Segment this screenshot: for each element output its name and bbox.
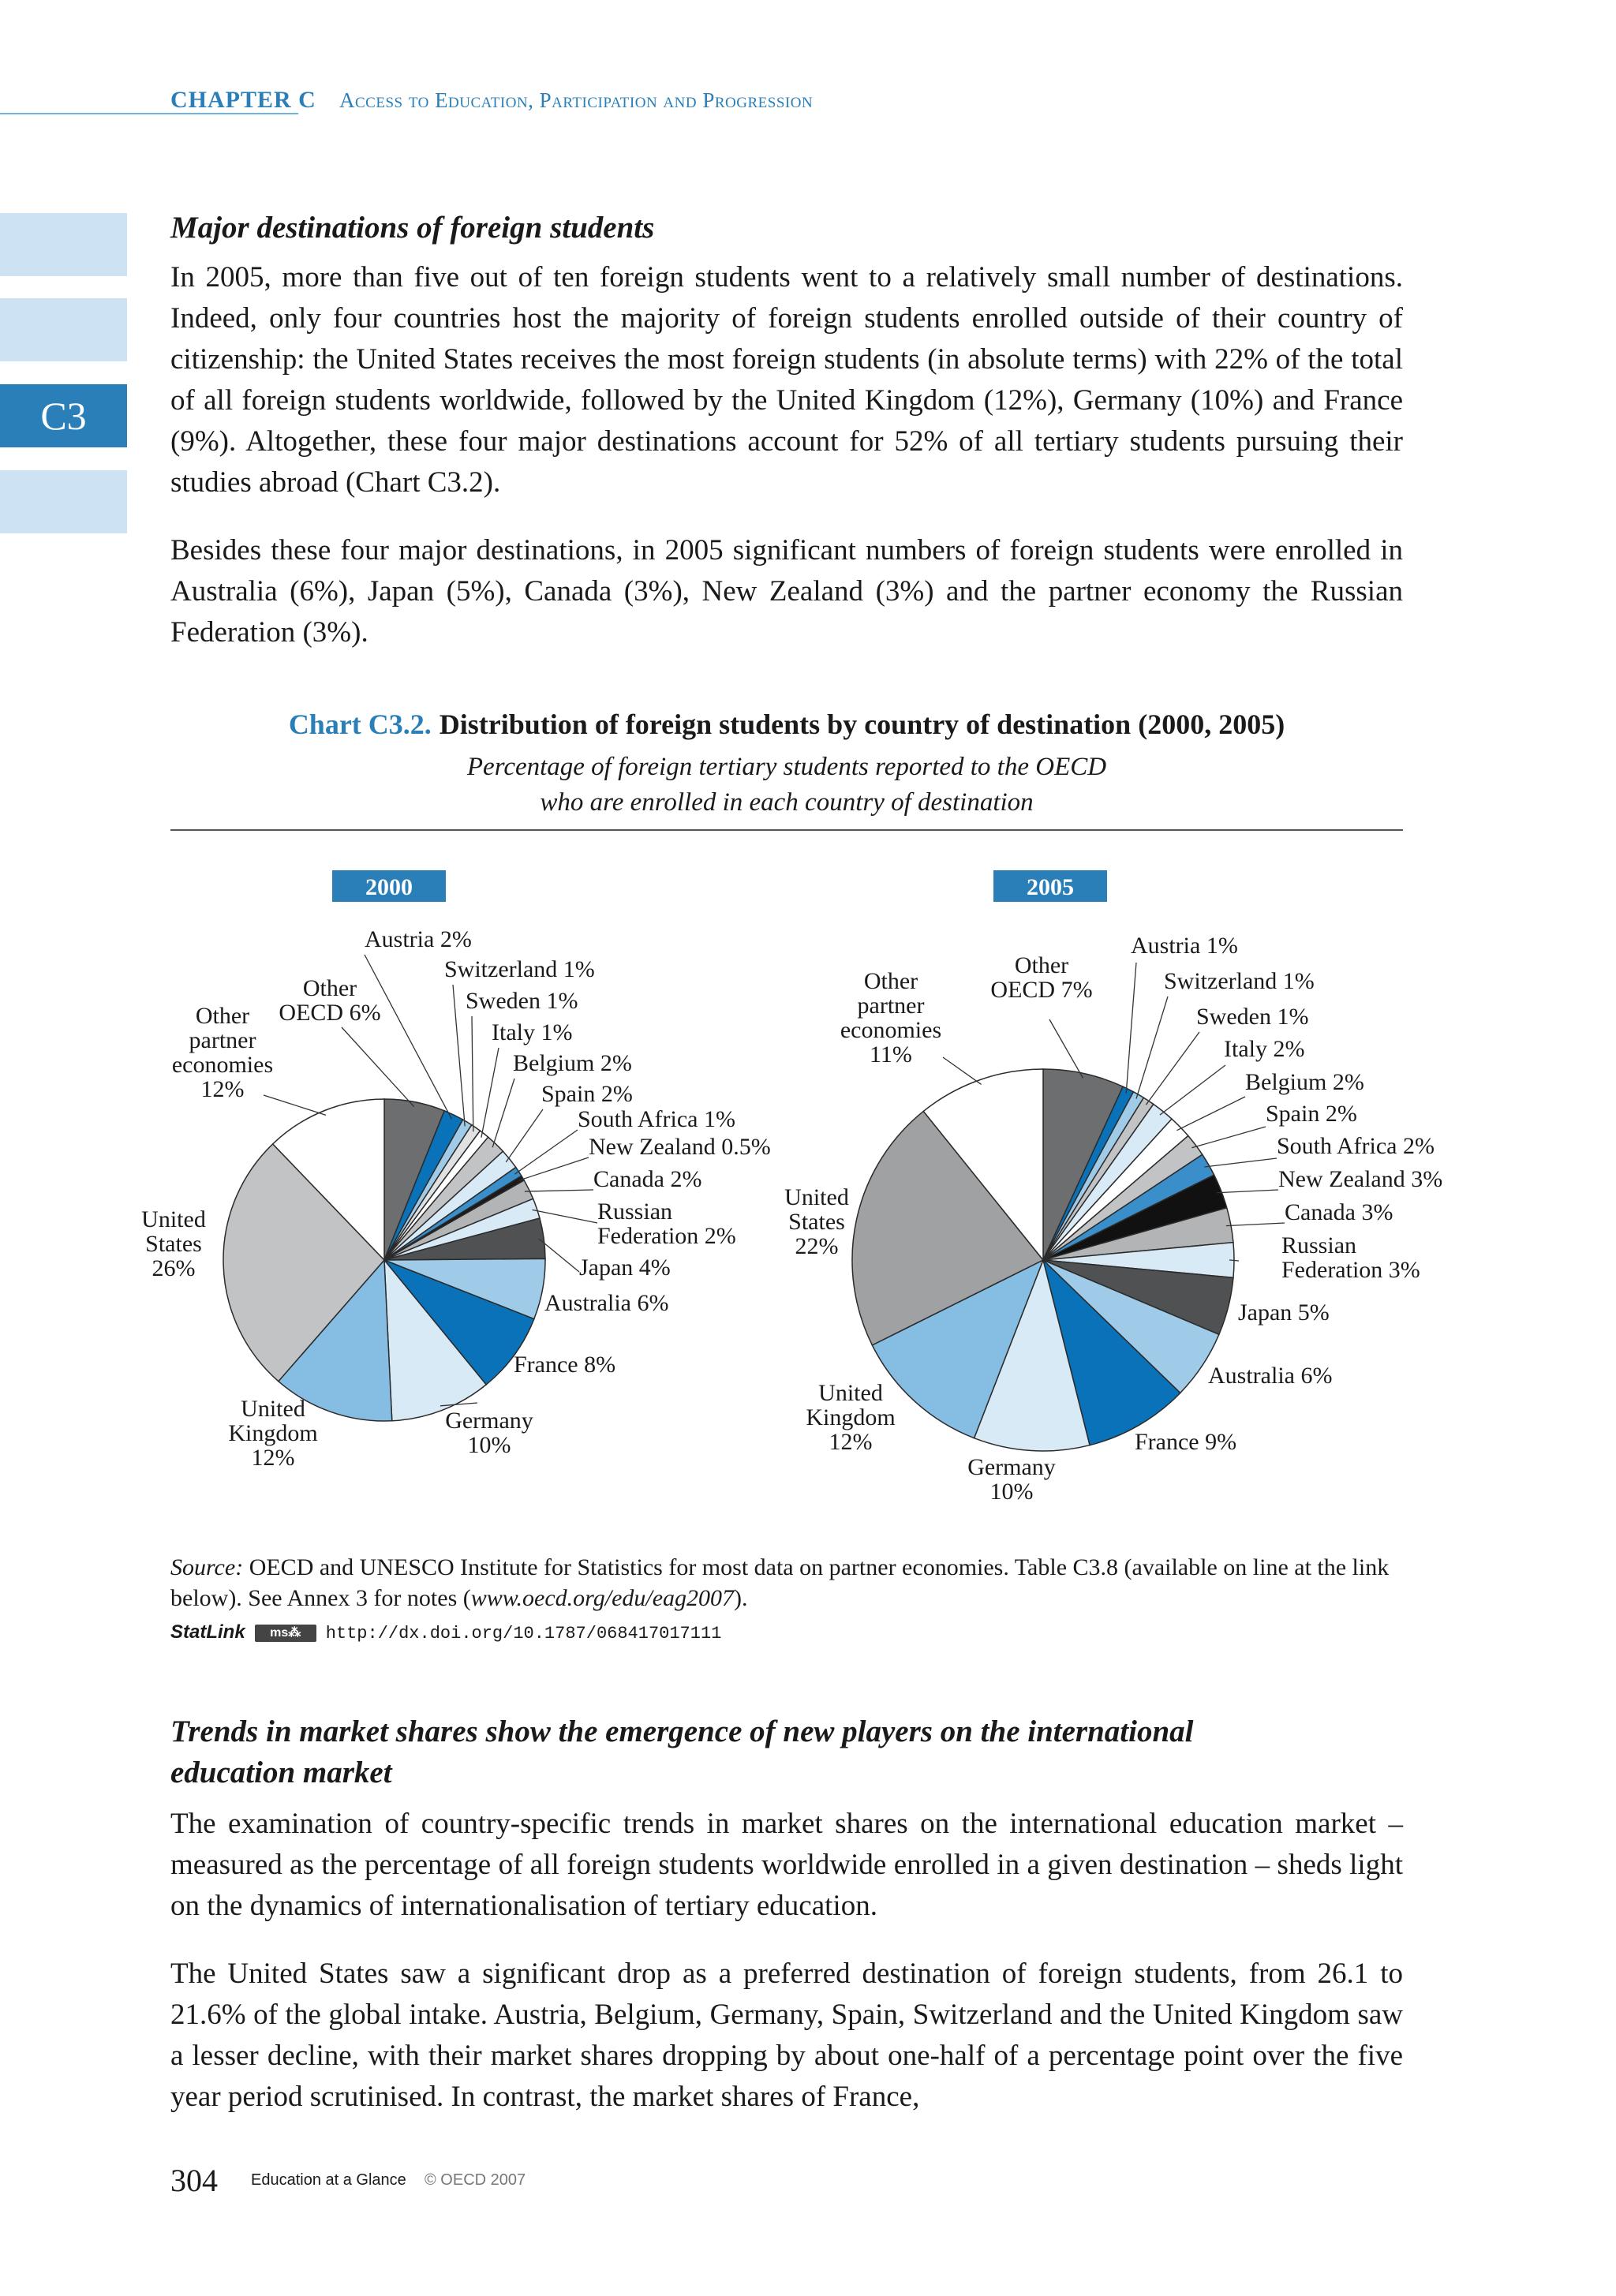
pie-2000-label-line: Belgium 2% [513, 1050, 632, 1076]
pie-2005-label-united-states [784, 1184, 849, 1259]
pie-2000-label-line: economies [171, 1052, 274, 1078]
pie-2000-label-line: Russian [597, 1198, 673, 1225]
statlink-row [170, 1621, 721, 1643]
pie-2000-label-line: South Africa 1% [578, 1106, 735, 1132]
pie-2005-label-new-zealand [1278, 1166, 1442, 1192]
pie-2005-label-line: Italy 2% [1224, 1036, 1305, 1062]
pie-2000-label-other-partner-economies [172, 1003, 273, 1102]
pie-2005-badge [993, 870, 1107, 902]
pie-2005-label-line: Belgium 2% [1245, 1069, 1364, 1095]
pie-2000-label-line: Other [302, 975, 357, 1001]
pie-2005-label-line: Other [1014, 952, 1069, 978]
pie-2000-label-line: Kingdom [228, 1420, 318, 1446]
pie-2000-label-line: United [141, 1206, 206, 1232]
pie-2000-label-line: Canada 2% [593, 1166, 702, 1192]
pie-2000-label-line: Federation 2% [597, 1223, 736, 1249]
pie-2005-label-line: United [784, 1184, 849, 1210]
pie-2005-label-sweden [1196, 1004, 1308, 1030]
pie-2005-label-canada [1285, 1199, 1393, 1225]
pie-2000-leader-italy [481, 1048, 499, 1138]
pie-2005-leader-spain [1191, 1127, 1266, 1148]
pie-2005-label-line: Switzerland 1% [1164, 968, 1315, 994]
pie-2005-label-line: OECD 7% [990, 977, 1093, 1003]
source-text: OECD and UNESCO Institute for Statistics for most data on partner economies. Table C3.8 (available on line at the link below). See Annex 3 for notes ( [170, 1554, 1390, 1611]
pie-2000-leader-other-partner-economies [264, 1095, 326, 1115]
pie-2000-label-belgium [513, 1050, 632, 1076]
pie-2000-label-russian-federation [597, 1198, 736, 1249]
footer-publication: Education at a Glance [251, 2171, 406, 2189]
pie-2005-leader-canada [1226, 1223, 1285, 1226]
statlink-logo-icon: ms⁂ [255, 1625, 316, 1642]
section-heading-trends-line1: Trends in market shares show the emergence of new players on the international [170, 1715, 1194, 1748]
pie-2000-label-line: 12% [200, 1076, 245, 1102]
pie-2005-label-line: partner [857, 993, 925, 1019]
pie-2000-label-united-states [141, 1206, 206, 1281]
pie-2005-label-line: Canada 3% [1285, 1199, 1393, 1225]
pie-2000-label-line: Australia 6% [544, 1290, 669, 1316]
pie-2000-label-japan [579, 1255, 671, 1281]
chart-subtitle-line2: who are enrolled in each country of destination [540, 788, 1034, 817]
pie-2000-year-label: 2000 [365, 874, 413, 900]
pie-2005-label-spain [1266, 1101, 1357, 1127]
statlink-brand: StatLink [170, 1621, 245, 1643]
pie-2000-label-line: States [145, 1231, 202, 1257]
pie-2000-label-germany [445, 1408, 533, 1458]
pie-2000-leader-switzerland [453, 985, 465, 1126]
pie-2000-leader-new-zealand [518, 1157, 589, 1180]
pie-2005-label-austria [1131, 933, 1238, 959]
pie-2005-label-line: Australia 6% [1208, 1363, 1333, 1389]
source-label: Source: [170, 1554, 244, 1580]
source-end: ). [734, 1585, 748, 1611]
pie-2005-label-line: Other [863, 968, 918, 994]
pie-2000-label-spain [541, 1081, 633, 1107]
pie-2000-badge [332, 870, 446, 902]
pie-2000-label-line: Japan 4% [579, 1255, 671, 1281]
pie-2005-label-line: Sweden 1% [1196, 1004, 1309, 1030]
pie-2000-label-new-zealand [589, 1134, 771, 1160]
pie-2005-label-line: South Africa 2% [1277, 1133, 1435, 1159]
chapter-label: CHAPTER C [170, 87, 316, 113]
pie-2000-leader-canada [525, 1190, 593, 1191]
pie-2005-label-japan [1238, 1299, 1330, 1326]
pie-2000-label-line: Italy 1% [492, 1019, 573, 1045]
pie-2000-label-united-kingdom [228, 1396, 317, 1471]
pie-2005-label-south-africa [1277, 1133, 1435, 1159]
pie-2000-label-line: Other [195, 1003, 250, 1029]
chart-subtitle-line1: Percentage of foreign tertiary students reported to the OECD [466, 753, 1107, 781]
pie-2005-label-line: States [788, 1209, 845, 1235]
source-link[interactable]: www.oecd.org/edu/eag2007 [470, 1585, 735, 1611]
footer-copyright: © OECD 2007 [425, 2171, 526, 2189]
pie-2005-label-other-partner-economies [840, 968, 941, 1068]
pie-2000-label-line: partner [189, 1027, 256, 1053]
chart-number: Chart C3.2. [288, 709, 432, 740]
pie-2005-label-italy [1224, 1036, 1304, 1062]
pie-2005-label-line: economies [840, 1017, 942, 1043]
pie-2000-leader-other-oecd [342, 1027, 414, 1107]
pie-2000-leader-belgium [492, 1079, 514, 1147]
pie-2000-label-line: OECD 6% [279, 1000, 381, 1026]
pie-2005-leader-other-partner-economies [943, 1057, 982, 1084]
pie-2005-label-line: United [818, 1380, 883, 1406]
pie-2000-label-line: 26% [152, 1255, 196, 1281]
pie-2005-label-line: 12% [829, 1429, 873, 1455]
pie-2005-leader-south-africa [1204, 1158, 1277, 1167]
pie-2005-label-germany [967, 1454, 1056, 1505]
pie-2000-label-other-oecd [279, 975, 380, 1026]
pie-2005-label-line: Federation 3% [1281, 1257, 1420, 1283]
pie-2005-label-line: New Zealand 3% [1278, 1166, 1443, 1192]
pie-2000-label-line: Switzerland 1% [444, 956, 595, 982]
pie-2005-label-russian-federation [1281, 1232, 1420, 1283]
pie-2005-label-belgium [1245, 1069, 1364, 1095]
side-tab-c3: C3 [0, 384, 127, 447]
pie-2000-label-line: France 8% [514, 1352, 616, 1378]
chapter-title: Access to Education, Participation and Progression [339, 88, 814, 112]
statlink-url[interactable]: http://dx.doi.org/10.1787/068417017111 [325, 1624, 722, 1643]
pie-2005-leader-belgium [1176, 1097, 1245, 1131]
pie-2005-year-label: 2005 [1027, 874, 1074, 900]
paragraph-2: Besides these four major destinations, in 2005 significant numbers of foreign students were enrolled in Australia (6%), Japan (5%), Canada (3%), New Zealand (3%) and the partner economy the Russian Federation (3%). [170, 534, 1403, 649]
pie-2000-leader-russian-federation [533, 1210, 597, 1223]
pie-2005-leader-austria [1126, 963, 1136, 1094]
pie-2000-leader-sweden [472, 1016, 473, 1131]
paragraph-4: The United States saw a significant drop as a preferred destination of foreign students, from 26.1 to 21.6% of the global intake. Austria, Belgium, Germany, Spain, Switzerland and the United Kingdom saw a lesser decline, with their market shares dropping by about one-half of a percentage point over the five year period scrutinised. In contrast, the market shares of France, [170, 1958, 1403, 2113]
pie-2000-leader-spain [506, 1109, 543, 1162]
pie-2000-label-line: United [241, 1396, 305, 1422]
pie-2005-label-line: Austria 1% [1131, 933, 1238, 959]
pie-2000-label-line: Germany [445, 1408, 533, 1434]
source-note [170, 1552, 1403, 1614]
pie-2005-label-switzerland [1164, 968, 1315, 994]
pie-2005-label-line: 22% [795, 1233, 839, 1259]
paragraph-1: In 2005, more than five out of ten foreign students went to a relatively small number of destinations. Indeed, only four countries host the majority of foreign students enrolled outside of their country of citizenship: the United States receives the most foreign students (in absolute terms) with 22% of the total of all foreign students worldwide, followed by the United Kingdom (12%), Germany (10%) and France (9%). Altogether, these four major destinations account for 52% of all tertiary students pursuing their studies abroad (Chart C3.2). [170, 261, 1403, 499]
pie-2000-label-line: 10% [467, 1432, 511, 1458]
pie-2000-label-canada [593, 1166, 701, 1192]
pie-2000-label-line: Austria 2% [365, 926, 472, 952]
pie-2000-label-france [514, 1352, 615, 1378]
pie-2005-label-other-oecd [990, 952, 1092, 1003]
pie-2005-label-united-kingdom [806, 1380, 895, 1455]
pie-2005-leader-new-zealand [1217, 1190, 1278, 1193]
pie-2005-label-line: Spain 2% [1266, 1101, 1357, 1127]
paragraph-3: The examination of country-specific trends in market shares on the international education market – measured as the percentage of all foreign students worldwide enrolled in a given destination – sheds light on the dynamics of internationalisation of tertiary education. [170, 1808, 1403, 1922]
pie-2005-label-line: France 9% [1135, 1429, 1237, 1455]
chart-title-text: Distribution of foreign students by country of destination (2000, 2005) [439, 709, 1285, 740]
section-heading-major-destinations: Major destinations of foreign students [170, 211, 655, 245]
page-number: 304 [170, 2163, 218, 2198]
pie-2000-label-line: 12% [251, 1445, 295, 1471]
pie-2000-label-line: Spain 2% [541, 1081, 633, 1107]
pie-2000-label-austria [365, 926, 472, 952]
pie-2000-label-sweden [466, 988, 578, 1014]
section-heading-trends-line2: education market [170, 1756, 392, 1789]
pie-2005-label-line: 11% [870, 1041, 912, 1068]
pie-2000-label-south-africa [578, 1106, 735, 1132]
pie-2000-leader-austria [365, 955, 452, 1119]
pie-2005-label-line: Japan 5% [1238, 1299, 1330, 1326]
pie-2000-label-line: Sweden 1% [466, 988, 578, 1014]
pie-2005-leader-switzerland [1136, 997, 1168, 1099]
pie-2000-label-australia [544, 1290, 668, 1316]
pie-2005-label-line: 10% [989, 1479, 1034, 1505]
pie-2005-label-line: Russian [1281, 1232, 1357, 1258]
pie-2000-label-line: New Zealand 0.5% [589, 1134, 771, 1160]
pie-2005-label-line: Kingdom [806, 1404, 896, 1430]
pie-2000-label-italy [492, 1019, 572, 1045]
pie-2000-label-switzerland [444, 956, 595, 982]
pie-2005-label-line: Germany [967, 1454, 1056, 1480]
pie-2005-label-france [1135, 1429, 1236, 1455]
pie-2005-label-australia [1208, 1363, 1332, 1389]
